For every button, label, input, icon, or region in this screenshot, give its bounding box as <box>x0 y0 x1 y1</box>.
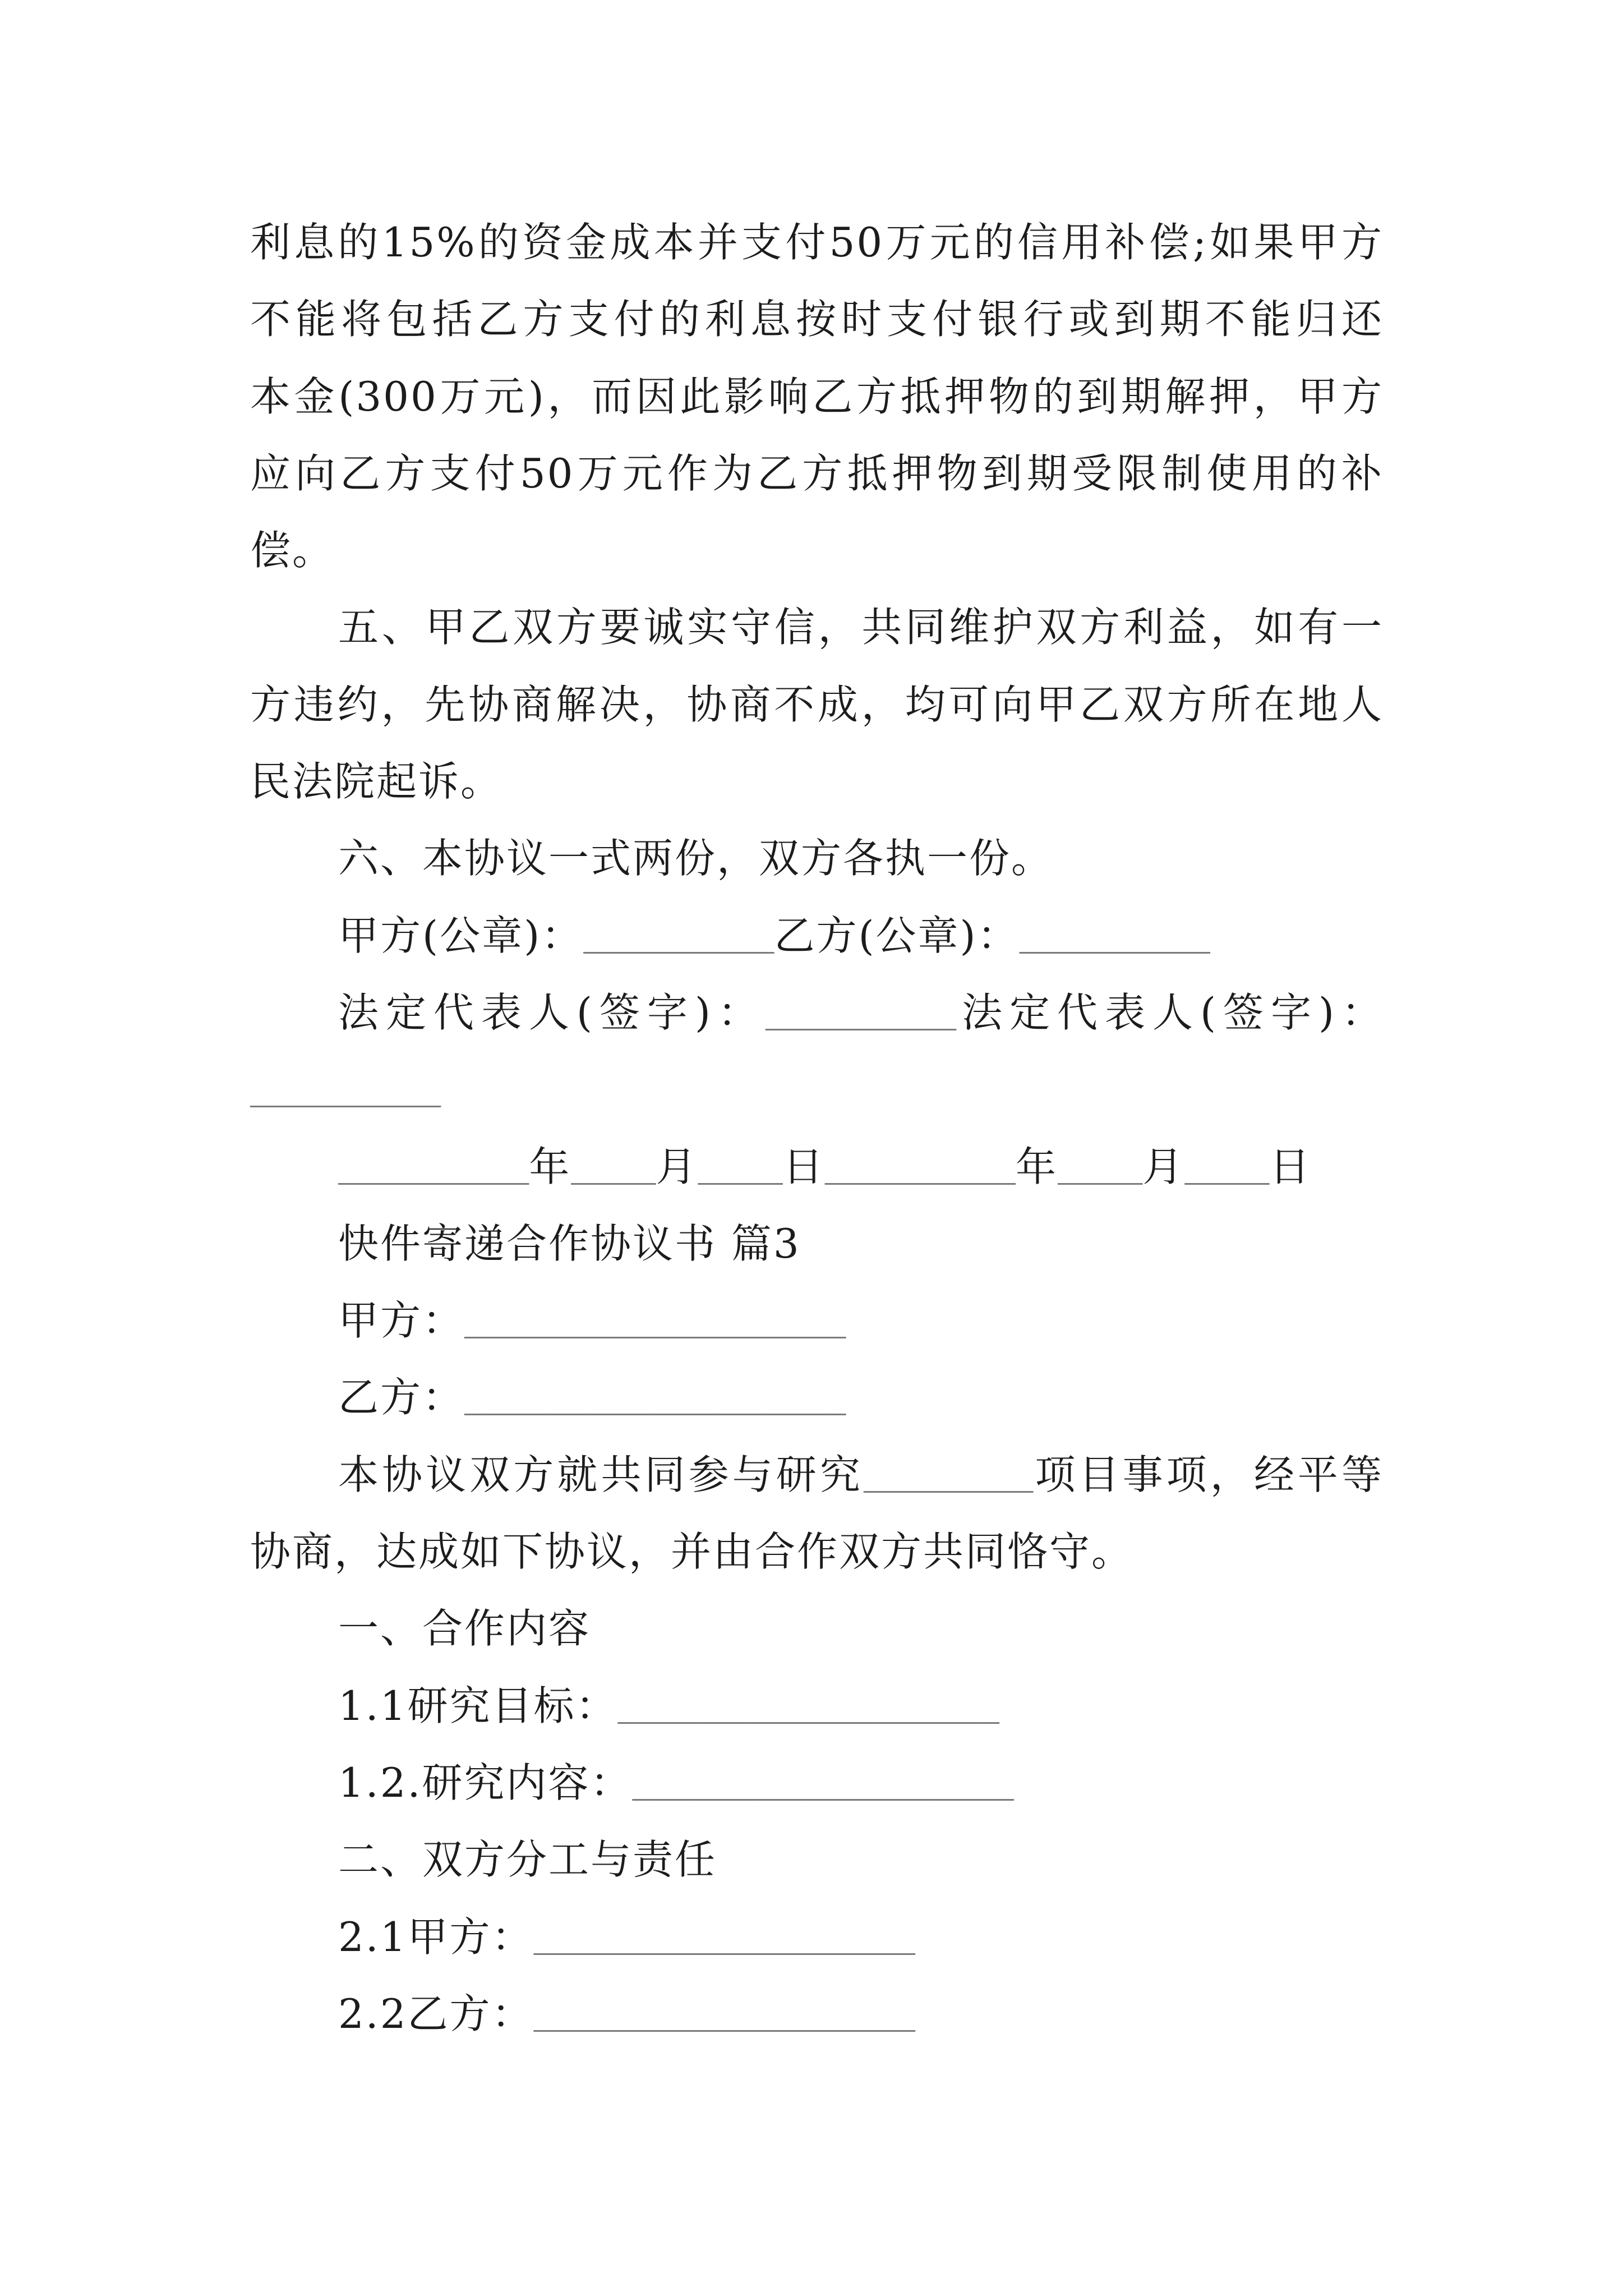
agreement-title: 快件寄递合作协议书 篇3 <box>338 1220 801 1267</box>
date-b-day-blank: ____ <box>1184 1151 1270 1191</box>
duty-item-label: 2.2乙方： <box>338 1990 534 2037</box>
party-a-rep-label: 法定代表人(签字)： <box>338 988 766 1036</box>
research-item <box>250 1668 1384 1745</box>
paragraph-line: 本金(300万元)，而因此影响乙方抵押物的到期解押，甲方 <box>250 372 1384 420</box>
party-a-label: 甲方： <box>338 1297 465 1345</box>
party-a-seal-label: 甲方(公章)： <box>338 912 584 959</box>
section-two-heading: 二、双方分工与责任 <box>338 1836 717 1884</box>
date-b-month-blank: ____ <box>1058 1151 1143 1191</box>
research-item <box>250 1745 1384 1821</box>
project-blank: ________ <box>863 1459 1034 1499</box>
date-a-month-blank: ____ <box>571 1151 656 1191</box>
party-b-line <box>250 1359 1384 1436</box>
paragraph-line: 利息的15%的资金成本并支付50万元的信用补偿;如果甲方 <box>250 219 1384 266</box>
research-item-label: 1.1研究目标： <box>338 1682 618 1729</box>
preamble-after: 项目事项，经平等 <box>1033 1451 1384 1498</box>
party-b-rep-label: 法定代表人(签字)： <box>956 988 1384 1036</box>
duty-item <box>250 1899 1384 1976</box>
research-item-label: 1.2.研究内容： <box>338 1759 633 1806</box>
duty-item <box>250 1976 1384 2053</box>
date-a-day-blank: ____ <box>698 1151 783 1191</box>
representative-line <box>250 974 1384 1051</box>
party-b-seal-blank: _________ <box>1019 920 1210 960</box>
preamble-line <box>250 1437 1384 1513</box>
date-b-month: 月 <box>1142 1143 1185 1190</box>
clause-six: 六、本协议一式两份，双方各执一份。 <box>338 835 1054 882</box>
date-a-day: 日 <box>782 1143 825 1190</box>
date-a-year-blank: _________ <box>338 1151 529 1191</box>
party-b-blank: __________________ <box>464 1382 846 1423</box>
date-line <box>250 1129 1384 1205</box>
document-page <box>250 204 1384 2053</box>
date-a-month: 月 <box>656 1143 698 1190</box>
party-a-seal-blank: _________ <box>583 920 774 960</box>
paragraph-line: 偿。 <box>250 527 335 574</box>
date-b-year: 年 <box>1016 1143 1058 1190</box>
paragraph-line: 应向乙方支付50万元作为乙方抵押物到期受限制使用的补 <box>250 449 1384 497</box>
clause-five-line: 方违约，先协商解决，协商不成，均可向甲乙双方所在地人 <box>250 680 1384 728</box>
duty-item-blank: __________________ <box>533 1921 916 1962</box>
representative-blank-line <box>250 1051 1384 1128</box>
party-b-rep-blank: _________ <box>250 1074 441 1115</box>
party-a-rep-blank: _________ <box>765 997 957 1037</box>
clause-five-line: 五、甲乙双方要诚实守信，共同维护双方利益，如有一 <box>338 604 1384 651</box>
party-b-seal-label: 乙方(公章)： <box>774 912 1020 959</box>
duty-item-label: 2.1甲方： <box>338 1913 534 1961</box>
preamble-before: 本协议双方就共同参与研究 <box>338 1451 864 1498</box>
research-item-blank: __________________ <box>617 1690 1000 1731</box>
party-b-label: 乙方： <box>338 1374 465 1421</box>
paragraph-line: 不能将包括乙方支付的利息按时支付银行或到期不能归还 <box>250 296 1384 343</box>
section-one-heading: 一、合作内容 <box>338 1605 591 1653</box>
date-b-day: 日 <box>1269 1143 1312 1190</box>
date-b-year-blank: _________ <box>824 1151 1016 1191</box>
preamble-line: 协商，达成如下协议，并由合作双方共同恪守。 <box>250 1528 1134 1576</box>
party-a-blank: __________________ <box>464 1305 846 1346</box>
duty-item-blank: __________________ <box>533 1998 916 2039</box>
seal-line <box>250 898 1384 974</box>
clause-five-line: 民法院起诉。 <box>250 758 503 806</box>
date-a-year: 年 <box>529 1143 571 1190</box>
party-a-line <box>250 1282 1384 1359</box>
research-item-blank: __________________ <box>632 1767 1014 1807</box>
